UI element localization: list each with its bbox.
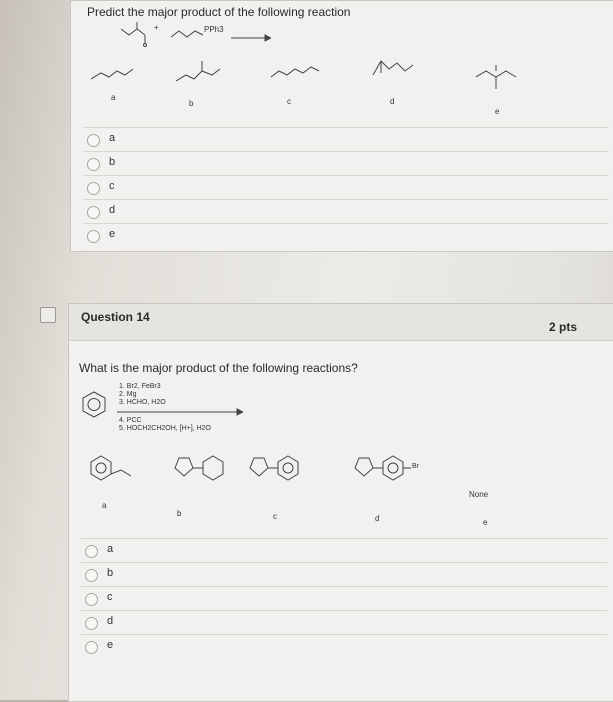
radio-icon[interactable] bbox=[85, 569, 98, 582]
q14-option-a[interactable] bbox=[81, 538, 607, 563]
question-14-points: 2 pts bbox=[548, 320, 577, 334]
q13-label-b: b bbox=[189, 99, 194, 108]
q14-label-c: c bbox=[273, 512, 277, 521]
q13-product-e bbox=[476, 57, 520, 93]
q13-label-c: c bbox=[287, 97, 291, 106]
radio-icon[interactable] bbox=[87, 182, 100, 195]
radio-icon[interactable] bbox=[87, 158, 100, 171]
q13-label-a: a bbox=[111, 93, 116, 102]
q14-product-c bbox=[244, 454, 314, 484]
question-13-prompt: Predict the major product of the following reaction bbox=[87, 5, 351, 19]
q14-option-b[interactable] bbox=[81, 562, 607, 587]
q14-benzene bbox=[81, 390, 107, 420]
q14-option-d-label: d bbox=[107, 615, 114, 627]
q14-step-3: 3. HCHO, H2O bbox=[119, 399, 166, 406]
radio-icon[interactable] bbox=[87, 206, 100, 219]
q13-option-a[interactable] bbox=[83, 127, 609, 152]
q13-option-b[interactable] bbox=[83, 151, 609, 176]
question-14-card bbox=[68, 303, 613, 702]
q14-step-2: 2. Mg bbox=[119, 391, 137, 398]
q14-step-5: 5. HOCH2CH2OH, [H+], H2O bbox=[119, 425, 211, 432]
q13-option-e-label: e bbox=[109, 228, 116, 240]
q13-plus: + bbox=[154, 23, 159, 32]
q14-option-c[interactable] bbox=[81, 586, 607, 611]
q13-option-e[interactable] bbox=[83, 223, 609, 248]
q14-label-d: d bbox=[375, 514, 380, 523]
flag-question-icon[interactable] bbox=[40, 307, 56, 323]
q14-option-e-label: e bbox=[107, 639, 114, 651]
q13-option-c-label: c bbox=[109, 180, 115, 192]
radio-icon[interactable] bbox=[85, 593, 98, 606]
q13-reagent: PPh3 bbox=[204, 25, 224, 34]
q14-label-e: e bbox=[483, 518, 488, 527]
q13-product-b bbox=[176, 57, 224, 87]
q14-option-a-label: a bbox=[107, 543, 114, 555]
q14-option-b-label: b bbox=[107, 567, 114, 579]
q14-product-a bbox=[89, 454, 139, 484]
question-14-header bbox=[69, 304, 613, 341]
q13-label-d: d bbox=[390, 97, 395, 106]
q14-option-c-label: c bbox=[107, 591, 113, 603]
q13-label-e: e bbox=[495, 107, 500, 116]
q13-product-c bbox=[271, 59, 321, 81]
radio-icon[interactable] bbox=[87, 230, 100, 243]
question-13-card bbox=[70, 0, 613, 252]
q14-option-e[interactable] bbox=[81, 634, 607, 659]
radio-icon[interactable] bbox=[85, 545, 98, 558]
q14-none-label: None bbox=[469, 490, 489, 499]
q13-option-a-label: a bbox=[109, 132, 116, 144]
q13-option-c[interactable] bbox=[83, 175, 609, 200]
q13-product-d bbox=[371, 55, 421, 81]
q14-step-4: 4. PCC bbox=[119, 417, 142, 424]
q14-reaction-arrow bbox=[117, 408, 243, 416]
q14-label-b: b bbox=[177, 509, 182, 518]
q13-product-a bbox=[91, 61, 139, 83]
q13-option-b-label: b bbox=[109, 156, 116, 168]
q13-option-d[interactable] bbox=[83, 199, 609, 224]
q14-step-1: 1. Br2, FeBr3 bbox=[119, 383, 161, 390]
radio-icon[interactable] bbox=[87, 134, 100, 147]
q14-option-d[interactable] bbox=[81, 610, 607, 635]
radio-icon[interactable] bbox=[85, 617, 98, 630]
question-14-title: Question 14 bbox=[81, 310, 150, 324]
q14-label-a: a bbox=[102, 501, 107, 510]
question-14-prompt: What is the major product of the following reactions? bbox=[79, 361, 358, 375]
q13-reaction-arrow bbox=[231, 33, 271, 43]
q13-option-d-label: d bbox=[109, 204, 116, 216]
q14-br-label: Br bbox=[412, 463, 419, 470]
q14-product-b bbox=[169, 454, 229, 484]
radio-icon[interactable] bbox=[85, 641, 98, 654]
